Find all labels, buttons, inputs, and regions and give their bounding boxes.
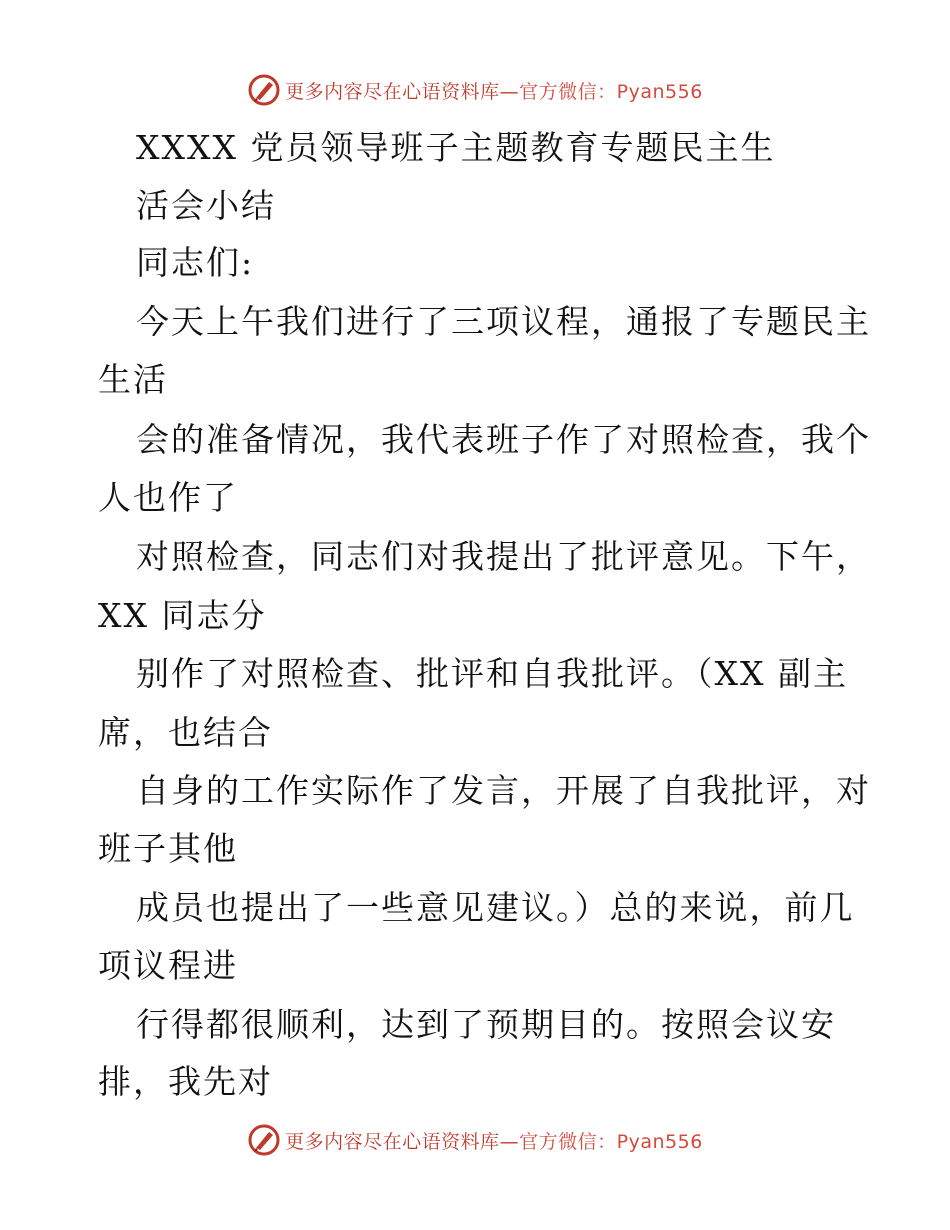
salutation: 同志们:: [136, 243, 255, 282]
banner-text: 更多内容尽在心语资料库—官方微信：Pyan556: [285, 80, 703, 103]
paragraph-line: 会的准备情况，我代表班子作了对照检查，我个: [136, 420, 871, 459]
paragraph-line: 生活: [98, 360, 168, 399]
paragraph-line: 别作了对照检查、批评和自我批评。（XX 副主: [136, 654, 848, 693]
paragraph-line: 对照检查，同志们对我提出了批评意见。下午，: [136, 537, 871, 576]
footer-banner: [0, 1118, 950, 1162]
paragraph-line: 今天上午我们进行了三项议程，通报了专题民主: [136, 302, 871, 341]
doc-title-line-1: XXXX 党员领导班子主题教育专题民主生: [136, 128, 776, 167]
paragraph-line: 排，我先对: [98, 1062, 273, 1101]
banner-text: 更多内容尽在心语资料库—官方微信：Pyan556: [285, 1130, 703, 1153]
paragraph-line: 成员也提出了一些意见建议。）总的来说，前几: [136, 888, 855, 927]
paragraph-line: 班子其他: [98, 829, 238, 868]
paragraph-line: 行得都很顺利，达到了预期目的。按照会议安: [136, 1005, 836, 1044]
paragraph-line: 项议程进: [98, 946, 238, 985]
paragraph-line: XX 同志分: [98, 596, 267, 635]
paragraph-line: 人也作了: [98, 478, 238, 517]
doc-title-line-2: 活会小结: [136, 186, 276, 225]
paragraph-line: 自身的工作实际作了发言，开展了自我批评，对: [136, 771, 871, 810]
paragraph-line: 席，也结合: [98, 713, 273, 752]
pen-logo-icon: [247, 1123, 281, 1157]
